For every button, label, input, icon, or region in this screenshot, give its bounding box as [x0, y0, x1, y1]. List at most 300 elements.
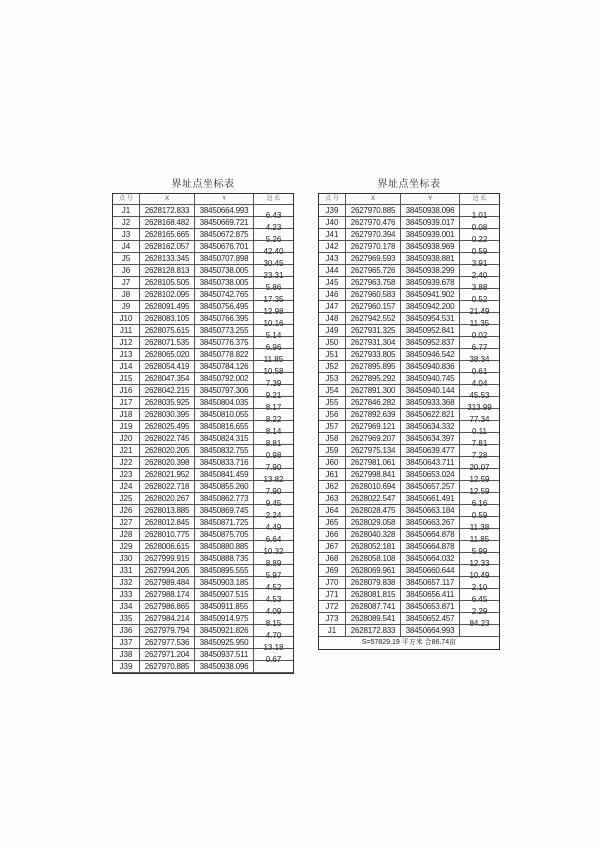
- y-cell: 38450903.185: [195, 577, 254, 588]
- y-cell: 38450939.017: [401, 217, 460, 228]
- x-cell: 2627998.841: [346, 469, 401, 480]
- point-cell: J72: [319, 601, 346, 612]
- y-cell: 38450895.555: [195, 565, 254, 576]
- x-cell: 2627970.885: [140, 661, 195, 672]
- edge-length: 0.08: [471, 223, 488, 232]
- y-cell: 38450778.822: [195, 349, 254, 360]
- x-cell: 2627969.121: [346, 421, 401, 432]
- table-row: [113, 409, 293, 424]
- y-cell: 38450946.542: [401, 349, 460, 360]
- x-cell: 2628165.665: [140, 229, 195, 240]
- y-cell: 38450911.855: [195, 601, 254, 612]
- x-cell: 2628020.267: [140, 493, 195, 504]
- length-cell: [254, 445, 293, 460]
- x-cell: 2627979.794: [140, 625, 195, 636]
- edge-length: 38.34: [469, 355, 490, 364]
- y-cell: 38450824.315: [195, 433, 254, 444]
- y-cell: 38450664.878: [401, 541, 460, 552]
- x-cell: 2628058.108: [346, 553, 401, 564]
- edge-length: 9.45: [265, 499, 282, 508]
- point-cell: J47: [319, 301, 346, 312]
- edge-length: 77.34: [469, 415, 490, 424]
- x-cell: 2628035.925: [140, 397, 195, 408]
- point-cell: J57: [319, 421, 346, 432]
- x-cell: 2627988.174: [140, 589, 195, 600]
- edge-length: 23.31: [263, 271, 284, 280]
- table-row: [319, 361, 499, 376]
- length-cell: [460, 241, 499, 256]
- point-cell: J27: [113, 517, 140, 528]
- length-cell: [460, 589, 499, 604]
- left-table-body: [113, 205, 293, 673]
- point-cell: J62: [319, 481, 346, 492]
- table-row: [113, 289, 293, 304]
- length-cell: [460, 265, 499, 280]
- x-cell: 2628020.398: [140, 457, 195, 468]
- header-y: Y: [401, 194, 460, 204]
- y-cell: 38450634.397: [401, 433, 460, 444]
- table-row: [113, 469, 293, 484]
- table-row: [319, 325, 499, 340]
- length-cell: [254, 385, 293, 400]
- table-row: [319, 517, 499, 532]
- length-cell: [460, 409, 499, 424]
- length-cell: [254, 349, 293, 364]
- length-cell: [460, 337, 499, 352]
- y-cell: 38450954.531: [401, 313, 460, 324]
- y-cell: 38450939.001: [401, 229, 460, 240]
- y-cell: 38450942.200: [401, 301, 460, 312]
- edge-length: 5.86: [265, 283, 282, 292]
- length-cell: [254, 229, 293, 244]
- table-row: [319, 541, 499, 556]
- x-cell: 2628022.718: [140, 481, 195, 492]
- x-cell: 2627977.536: [140, 637, 195, 648]
- length-cell: [254, 589, 293, 604]
- length-cell: [254, 397, 293, 412]
- y-cell: 38450656.411: [401, 589, 460, 600]
- table-row: [319, 433, 499, 448]
- x-cell: 2628047.354: [140, 373, 195, 384]
- x-cell: 2627970.885: [346, 205, 401, 216]
- y-cell: 38450937.511: [195, 649, 254, 660]
- length-cell: [254, 373, 293, 388]
- point-cell: J56: [319, 409, 346, 420]
- table-row: [113, 325, 293, 340]
- y-cell: 38450869.745: [195, 505, 254, 516]
- point-cell: J5: [113, 253, 140, 264]
- y-cell: 38450756.495: [195, 301, 254, 312]
- table-row: [113, 493, 293, 508]
- point-cell: J65: [319, 517, 346, 528]
- right-table-title: 界址点坐标表: [377, 179, 441, 190]
- y-cell: 38450660.644: [401, 565, 460, 576]
- length-cell: [460, 529, 499, 544]
- y-cell: 38450776.375: [195, 337, 254, 348]
- edge-length: 5.99: [471, 547, 488, 556]
- edge-length: 4.49: [265, 523, 282, 532]
- length-cell: [254, 421, 293, 436]
- y-cell: 38450766.395: [195, 313, 254, 324]
- length-cell: [254, 205, 293, 220]
- edge-length: 11.38: [469, 523, 490, 532]
- length-cell: [460, 301, 499, 316]
- header-y: Y: [195, 194, 254, 204]
- y-cell: 38450907.515: [195, 589, 254, 600]
- edge-length: 10.58: [263, 367, 284, 376]
- y-cell: 38450738.005: [195, 277, 254, 288]
- edge-length: 10.16: [263, 319, 284, 328]
- edge-length: 4.70: [265, 631, 282, 640]
- table-row: [113, 541, 293, 556]
- point-cell: J31: [113, 565, 140, 576]
- point-cell: J15: [113, 373, 140, 384]
- point-cell: J9: [113, 301, 140, 312]
- table-row: [319, 457, 499, 472]
- x-cell: 2627846.282: [346, 397, 401, 408]
- edge-length: 7.39: [265, 379, 282, 388]
- x-cell: 2627960.157: [346, 301, 401, 312]
- table-row: [319, 589, 499, 604]
- x-cell: 2628081.815: [346, 589, 401, 600]
- table-row: [113, 361, 293, 376]
- edge-length: 3.88: [471, 283, 488, 292]
- edge-length: 6.77: [471, 343, 488, 352]
- point-cell: J25: [113, 493, 140, 504]
- table-row: [319, 229, 499, 244]
- length-cell: [254, 649, 293, 664]
- right-table-header: [319, 194, 499, 205]
- edge-length: 7.81: [471, 439, 488, 448]
- x-cell: 2628069.961: [346, 565, 401, 576]
- right-table-body: [319, 205, 499, 637]
- point-cell: J60: [319, 457, 346, 468]
- y-cell: 38450933.368: [401, 397, 460, 408]
- x-cell: 2627969.593: [346, 253, 401, 264]
- edge-length: 5.14: [265, 331, 282, 340]
- point-cell: J8: [113, 289, 140, 300]
- point-cell: J2: [113, 217, 140, 228]
- edge-length: 313.99: [467, 403, 492, 412]
- edge-length: 0.61: [471, 367, 488, 376]
- x-cell: 2628028.475: [346, 505, 401, 516]
- point-cell: J46: [319, 289, 346, 300]
- y-cell: 38450810.055: [195, 409, 254, 420]
- table-row: [319, 421, 499, 436]
- y-cell: 38450742.765: [195, 289, 254, 300]
- x-cell: 2627895.895: [346, 361, 401, 372]
- table-row: [113, 505, 293, 520]
- edge-length: 4.53: [265, 595, 282, 604]
- edge-length: 0.11: [472, 427, 487, 436]
- point-cell: J73: [319, 613, 346, 624]
- y-cell: 38450669.721: [195, 217, 254, 228]
- y-cell: 38450664.878: [401, 529, 460, 540]
- x-cell: 2627960.583: [346, 289, 401, 300]
- table-row: [319, 601, 499, 616]
- x-cell: 2628168.482: [140, 217, 195, 228]
- length-cell: [460, 373, 499, 388]
- y-cell: 38450938.096: [401, 205, 460, 216]
- x-cell: 2627895.292: [346, 373, 401, 384]
- length-cell: [460, 601, 499, 616]
- x-cell: 2628071.535: [140, 337, 195, 348]
- point-cell: J68: [319, 553, 346, 564]
- point-cell: J49: [319, 325, 346, 336]
- y-cell: 38450938.299: [401, 265, 460, 276]
- point-cell: J44: [319, 265, 346, 276]
- y-cell: 38450833.716: [195, 457, 254, 468]
- length-cell: [254, 457, 293, 472]
- y-cell: 38450832.755: [195, 445, 254, 456]
- edge-length: 7.90: [265, 463, 282, 472]
- x-cell: 2627975.134: [346, 445, 401, 456]
- x-cell: 2627970.394: [346, 229, 401, 240]
- length-cell: [460, 613, 499, 628]
- x-cell: 2627969.207: [346, 433, 401, 444]
- table-row: [319, 469, 499, 484]
- length-cell: [460, 289, 499, 304]
- edge-length: 1.01: [471, 211, 488, 220]
- length-cell: [460, 457, 499, 472]
- point-cell: J4: [113, 241, 140, 252]
- point-cell: J69: [319, 565, 346, 576]
- x-cell: 2628013.885: [140, 505, 195, 516]
- y-cell: 38450925.950: [195, 637, 254, 648]
- length-cell: [460, 361, 499, 376]
- left-table-header: [113, 194, 293, 205]
- y-cell: 38450657.117: [401, 577, 460, 588]
- length-cell: [460, 493, 499, 508]
- x-cell: 2628172.833: [346, 625, 401, 636]
- y-cell: 38450643.711: [401, 457, 460, 468]
- length-cell: [254, 577, 293, 592]
- table-row: [113, 313, 293, 328]
- x-cell: 2628010.775: [140, 529, 195, 540]
- point-cell: J19: [113, 421, 140, 432]
- edge-length: 13.82: [263, 475, 284, 484]
- point-cell: J10: [113, 313, 140, 324]
- edge-length: 2.29: [471, 607, 488, 616]
- x-cell: 2627931.304: [346, 337, 401, 348]
- x-cell: 2628030.395: [140, 409, 195, 420]
- table-row: [319, 277, 499, 292]
- left-table-title: 界址点坐标表: [171, 179, 235, 190]
- left-table-grid: [112, 193, 294, 674]
- x-cell: 2627931.325: [346, 325, 401, 336]
- table-row: [319, 409, 499, 424]
- length-cell: [460, 541, 499, 556]
- edge-length: 6.16: [471, 499, 488, 508]
- edge-length: 6.43: [265, 211, 282, 220]
- y-cell: 38450738.005: [195, 265, 254, 276]
- y-cell: 38450784.126: [195, 361, 254, 372]
- length-cell: [254, 541, 293, 556]
- point-cell: J13: [113, 349, 140, 360]
- table-row: [113, 265, 293, 280]
- header-length: 边 长: [472, 196, 487, 202]
- x-cell: 2627933.805: [346, 349, 401, 360]
- table-row: [319, 253, 499, 268]
- length-cell: [254, 289, 293, 304]
- point-cell: J70: [319, 577, 346, 588]
- point-cell: J35: [113, 613, 140, 624]
- x-cell: 2628133.345: [140, 253, 195, 264]
- point-cell: J42: [319, 241, 346, 252]
- length-cell: [254, 493, 293, 508]
- x-cell: 2628105.505: [140, 277, 195, 288]
- y-cell: 38450797.306: [195, 385, 254, 396]
- length-cell: [254, 553, 293, 568]
- table-row: [113, 241, 293, 256]
- y-cell: 38450952.841: [401, 325, 460, 336]
- edge-length: 8.17: [265, 403, 282, 412]
- length-cell: [254, 313, 293, 328]
- header-point: 点 号: [319, 194, 346, 204]
- length-cell: [254, 253, 293, 268]
- length-cell: [460, 349, 499, 364]
- edge-length: 10.49: [469, 571, 490, 580]
- length-cell: [254, 517, 293, 532]
- point-cell: J52: [319, 361, 346, 372]
- x-cell: 2627891.300: [346, 385, 401, 396]
- y-cell: 38450661.491: [401, 493, 460, 504]
- point-cell: J23: [113, 469, 140, 480]
- x-cell: 2628040.328: [346, 529, 401, 540]
- length-cell: [460, 553, 499, 568]
- x-cell: 2628075.615: [140, 325, 195, 336]
- y-cell: 38450921.826: [195, 625, 254, 636]
- x-cell: 2627970.476: [346, 217, 401, 228]
- edge-length: 2.24: [265, 511, 282, 520]
- header-point: 点 号: [113, 194, 140, 204]
- edge-length: 30.45: [263, 259, 284, 268]
- y-cell: 38450672.875: [195, 229, 254, 240]
- edge-length: 10.32: [263, 547, 284, 556]
- point-cell: J51: [319, 349, 346, 360]
- edge-length: 4.09: [265, 607, 282, 616]
- length-cell: [254, 613, 293, 628]
- y-cell: 38450652.457: [401, 613, 460, 624]
- edge-length: 13.18: [263, 643, 284, 652]
- x-cell: 2628087.741: [346, 601, 401, 612]
- table-row: [113, 421, 293, 436]
- length-cell: [460, 625, 499, 636]
- x-cell: 2627989.484: [140, 577, 195, 588]
- length-cell: [254, 505, 293, 520]
- length-cell: [460, 277, 499, 292]
- table-row: [319, 493, 499, 508]
- point-cell: J39: [113, 661, 140, 672]
- edge-length: 42.40: [263, 247, 284, 256]
- edge-length: 8.15: [265, 619, 282, 628]
- edge-length: 12.33: [469, 559, 490, 568]
- table-row: [113, 205, 293, 220]
- table-row: [319, 337, 499, 352]
- length-cell: [460, 217, 499, 232]
- table-row: [113, 457, 293, 472]
- length-cell: [460, 469, 499, 484]
- y-cell: 38450888.735: [195, 553, 254, 564]
- table-row: [319, 385, 499, 400]
- point-cell: J54: [319, 385, 346, 396]
- table-row: [319, 445, 499, 460]
- edge-length: 0.22: [471, 235, 488, 244]
- y-cell: 38450841.459: [195, 469, 254, 480]
- edge-length: 9.21: [265, 391, 282, 400]
- length-cell: [254, 337, 293, 352]
- edge-length: 5.26: [265, 235, 282, 244]
- table-row: [319, 625, 499, 637]
- x-cell: 2627999.915: [140, 553, 195, 564]
- x-cell: 2628172.833: [140, 205, 195, 216]
- y-cell: 38450653.024: [401, 469, 460, 480]
- edge-length: 5.97: [265, 571, 282, 580]
- length-cell: [254, 625, 293, 640]
- x-cell: 2628065.020: [140, 349, 195, 360]
- point-cell: J33: [113, 589, 140, 600]
- point-cell: J32: [113, 577, 140, 588]
- point-cell: J6: [113, 265, 140, 276]
- point-cell: J61: [319, 469, 346, 480]
- length-cell: [460, 517, 499, 532]
- y-cell: 38450880.885: [195, 541, 254, 552]
- edge-length: 0.02: [471, 331, 488, 340]
- point-cell: J22: [113, 457, 140, 468]
- point-cell: J50: [319, 337, 346, 348]
- edge-length: 2.10: [471, 583, 488, 592]
- point-cell: J40: [319, 217, 346, 228]
- point-cell: J41: [319, 229, 346, 240]
- edge-length: 21.49: [469, 307, 490, 316]
- point-cell: J21: [113, 445, 140, 456]
- y-cell: 38450664.993: [195, 205, 254, 216]
- point-cell: J55: [319, 397, 346, 408]
- edge-length: 0.59: [471, 247, 488, 256]
- table-row: [319, 349, 499, 364]
- table-row: [113, 217, 293, 232]
- length-cell: [254, 361, 293, 376]
- edge-length: 0.67: [265, 655, 282, 664]
- length-cell: [254, 277, 293, 292]
- x-cell: 2628052.181: [346, 541, 401, 552]
- point-cell: J17: [113, 397, 140, 408]
- y-cell: 38450657.257: [401, 481, 460, 492]
- point-cell: J14: [113, 361, 140, 372]
- header-length: 边 长: [266, 196, 281, 202]
- table-row: [319, 553, 499, 568]
- y-cell: 38450938.969: [401, 241, 460, 252]
- x-cell: 2628020.205: [140, 445, 195, 456]
- table-row: [319, 613, 499, 628]
- x-cell: 2628162.057: [140, 241, 195, 252]
- y-cell: 38450653.871: [401, 601, 460, 612]
- right-table-grid: [318, 193, 500, 650]
- y-cell: 38450938.096: [195, 661, 254, 672]
- y-cell: 38450792.002: [195, 373, 254, 384]
- point-cell: J63: [319, 493, 346, 504]
- y-cell: 38450634.332: [401, 421, 460, 432]
- edge-length: 11.85: [263, 355, 284, 364]
- x-cell: 2628021.952: [140, 469, 195, 480]
- header-x: X: [140, 194, 195, 204]
- x-cell: 2628083.105: [140, 313, 195, 324]
- y-cell: 38450940.836: [401, 361, 460, 372]
- right-coordinate-table: [318, 178, 500, 650]
- table-row: [319, 505, 499, 520]
- length-cell: [460, 229, 499, 244]
- y-cell: 38450914.975: [195, 613, 254, 624]
